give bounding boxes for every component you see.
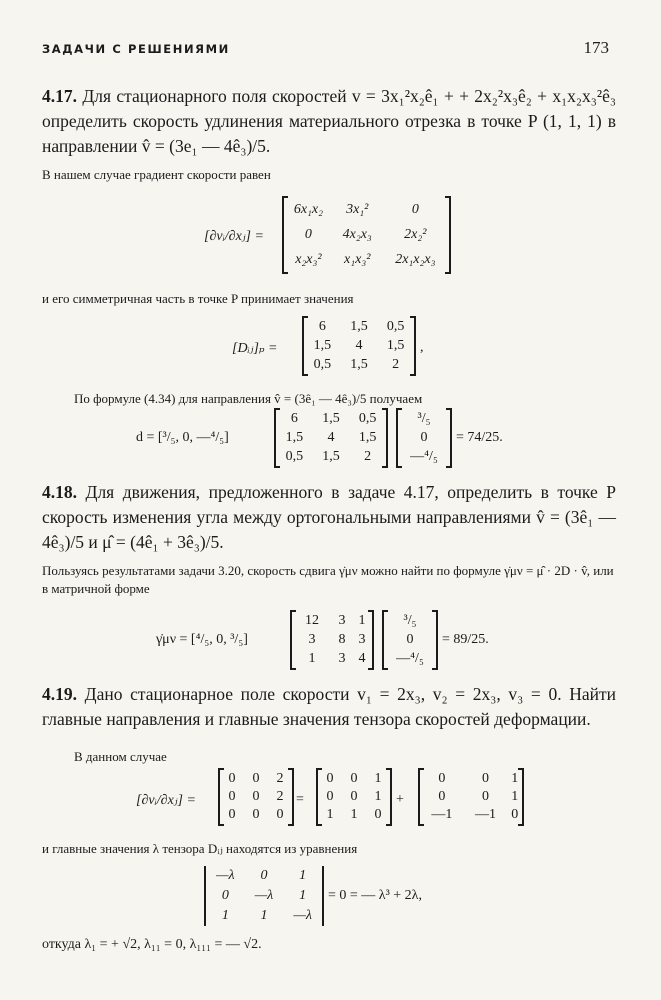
page-header xyxy=(42,38,609,60)
matrix-cell: 0 xyxy=(228,789,236,804)
matrix-cell: 0 xyxy=(252,789,260,804)
matrix-cell: 0 xyxy=(228,807,236,822)
matrix-cell: 1 xyxy=(326,807,334,822)
calc-label: d = [³/₅, 0, —⁴/₅] xyxy=(136,430,229,445)
matrix-cell: 0 xyxy=(326,771,334,786)
matrix-cell: 0,5 xyxy=(358,411,377,427)
matrix-antisymmetric xyxy=(418,770,524,824)
calc-result: = 74/25. xyxy=(456,430,503,445)
matrix-cell: 0 xyxy=(221,888,229,903)
matrix-cell: 0,5 xyxy=(386,319,405,335)
running-head: ЗАДАЧИ С РЕШЕНИЯМИ xyxy=(42,42,230,56)
matrix-cell: 0 xyxy=(350,771,358,786)
matrix-cell: 0 xyxy=(350,789,358,804)
problem-4-18-statement xyxy=(42,480,616,555)
matrix-cell: 1,5 xyxy=(322,448,340,464)
solution-line: и главные значения λ тензора Dᵢⱼ находятся из уравнения xyxy=(42,841,358,856)
matrix-cell: 0 xyxy=(482,771,490,786)
characteristic-determinant xyxy=(204,866,324,926)
solution-line: Пользуясь результатами задачи 3.20, скорость сдвига γ̇μν можно найти по формуле γ̇μν = μ̂ · 2D · v̂, или в матричной форме xyxy=(42,563,614,596)
matrix-cell: —⁴/₅ xyxy=(396,650,424,666)
matrix-cell: 0 xyxy=(228,771,236,786)
matrix-cell: 1,5 xyxy=(358,429,377,445)
problem-4-19-statement xyxy=(42,682,616,732)
matrix-cell: 1,5 xyxy=(313,337,332,353)
solution-line: В нашем случае градиент скорости равен xyxy=(42,167,271,182)
matrix-cell: 6 xyxy=(290,411,298,427)
matrix-cell: 2 xyxy=(276,789,284,804)
calc-result: = 89/25. xyxy=(442,632,489,647)
matrix-cell: 1 xyxy=(374,789,382,804)
calc-matrix xyxy=(290,612,374,668)
matrix-cell: 4 xyxy=(355,337,363,353)
matrix-cell: x₁x₃² xyxy=(344,251,371,267)
equals-sign: = xyxy=(296,792,304,807)
matrix-cell: 2x₁x₂x₃ xyxy=(395,251,436,267)
calc-vector xyxy=(382,612,438,668)
matrix-cell: 0 xyxy=(276,807,284,822)
matrix-cell: 2x₂² xyxy=(404,226,427,242)
matrix-cell: 0 xyxy=(252,771,260,786)
matrix-cell: 3 xyxy=(308,631,316,647)
velocity-gradient-matrix xyxy=(282,198,451,272)
matrix-cell: —λ xyxy=(254,888,274,903)
matrix-cell: 4 xyxy=(358,650,366,666)
matrix-cell: ³/₅ xyxy=(417,411,431,427)
matrix-cell: 1 xyxy=(308,650,316,666)
gradient-label: [∂vᵢ/∂xⱼ] = xyxy=(136,793,196,808)
matrix-symmetric xyxy=(316,770,392,824)
matrix-cell: 1,5 xyxy=(322,411,340,427)
matrix-cell: 1 xyxy=(511,789,519,804)
problem-number: 4.18. xyxy=(42,482,77,502)
plus-sign: + xyxy=(396,792,404,807)
matrix-cell: 1 xyxy=(221,908,229,923)
matrix-cell: 3 xyxy=(338,613,346,629)
page-number: 173 xyxy=(583,38,609,57)
matrix-cell: 3 xyxy=(358,631,366,647)
matrix-cell: 1,5 xyxy=(350,319,368,335)
matrix-cell: 8 xyxy=(338,631,346,647)
matrix-cell: 1 xyxy=(260,908,268,923)
matrix-cell: 1,5 xyxy=(386,337,405,353)
calc-matrix xyxy=(274,410,388,466)
matrix-cell: 0 xyxy=(374,807,382,822)
matrix-cell: 1 xyxy=(350,807,358,822)
problem-number: 4.17. xyxy=(42,86,77,106)
matrix-cell: 2 xyxy=(392,356,400,372)
matrix-cell: —⁴/₅ xyxy=(410,448,438,464)
matrix-cell: 3 xyxy=(338,650,346,666)
matrix-cell: 1 xyxy=(374,771,382,786)
gradient-label: [∂vᵢ/∂xⱼ] = xyxy=(204,229,264,244)
matrix-cell: —λ xyxy=(216,868,235,883)
matrix-cell: 0 xyxy=(482,789,490,804)
matrix-cell: x₂x₃² xyxy=(295,251,322,267)
matrix-cell: 0 xyxy=(252,807,260,822)
matrix-cell: 1 xyxy=(358,613,366,629)
matrix-cell: ³/₅ xyxy=(403,613,417,629)
matrix-cell: 2 xyxy=(364,448,372,464)
matrix-cell: 0 xyxy=(304,226,312,242)
d-matrix-label: [Dᵢⱼ]ₚ = xyxy=(232,341,278,356)
matrix-cell: 12 xyxy=(305,613,319,629)
calc-vector xyxy=(396,410,452,466)
strain-rate-matrix xyxy=(302,318,416,374)
matrix-cell: 3x₁² xyxy=(346,202,369,218)
matrix-cell: 0 xyxy=(260,868,268,883)
matrix-cell: 4 xyxy=(327,429,335,445)
matrix-cell: 2 xyxy=(276,771,284,786)
matrix-cell: 0 xyxy=(411,202,419,218)
matrix-cell: 1 xyxy=(511,771,519,786)
solution-line: По формуле (4.34) для направления v̂ = (3ê₁ — 4ê₃)/5 получаем xyxy=(74,391,423,406)
matrix-cell: 6x₁x₂ xyxy=(293,202,323,218)
problem-text: Дано стационарное поле скорости v₁ = 2x₃, v₂ = 2x₃, v₃ = 0. Найти главные направления и главные значения тензора скоростей деформации. xyxy=(42,684,617,729)
matrix-cell: 0 xyxy=(511,807,519,822)
matrix-gradient xyxy=(218,770,294,824)
solution-line: В данном случае xyxy=(74,749,167,764)
matrix-cell: 1 xyxy=(299,868,307,883)
problem-number: 4.19. xyxy=(42,684,77,704)
matrix-cell: 0 xyxy=(406,631,414,647)
matrix-cell: —λ xyxy=(293,908,312,923)
calc-label: γ̇μν = [⁴/₅, 0, ³/₅] xyxy=(156,632,248,647)
matrix-cell: 0,5 xyxy=(313,356,332,372)
matrix-cell: 1,5 xyxy=(350,356,368,372)
matrix-cell: 0 xyxy=(438,789,446,804)
matrix-cell: 0 xyxy=(420,429,428,445)
solution-line: и его симметричная часть в точке P принимает значения xyxy=(42,291,354,306)
matrix-cell: —1 xyxy=(475,807,497,822)
solution-line: откуда λ₁ = + √2, λ₁₁ = 0, λ₁₁₁ = — √2. xyxy=(42,937,262,952)
matrix-cell: 0,5 xyxy=(285,448,304,464)
matrix-cell: 1 xyxy=(299,888,307,903)
problem-4-17-statement xyxy=(42,84,616,159)
comma: , xyxy=(420,340,424,355)
matrix-cell: 6 xyxy=(318,319,326,335)
matrix-cell: 0 xyxy=(438,771,446,786)
matrix-cell: 0 xyxy=(326,789,334,804)
problem-text: Для движения, предложенного в задаче 4.17, определить в точке P скорость изменения угла между ортогональными направлениями v̂ = (3ê₁ — 4ê₃)/5 и μ̂ = (4ê₁ + 3ê₃)/5. xyxy=(42,482,616,552)
matrix-cell: 4x₂x₃ xyxy=(342,226,372,242)
matrix-cell: —1 xyxy=(431,807,453,822)
characteristic-equation: = 0 = — λ³ + 2λ, xyxy=(328,888,422,903)
problem-text: Для стационарного поля скоростей v = 3x₁²x₂ê₁ + + 2x₂²x₃ê₂ + x₁x₂x₃²ê₃ определить скорость удлинения материального отрезка в точке P (1, 1, 1) в направлении v̂ = (3e₁ — 4ê₃)/5. xyxy=(42,86,617,156)
matrix-cell: 1,5 xyxy=(285,429,304,445)
